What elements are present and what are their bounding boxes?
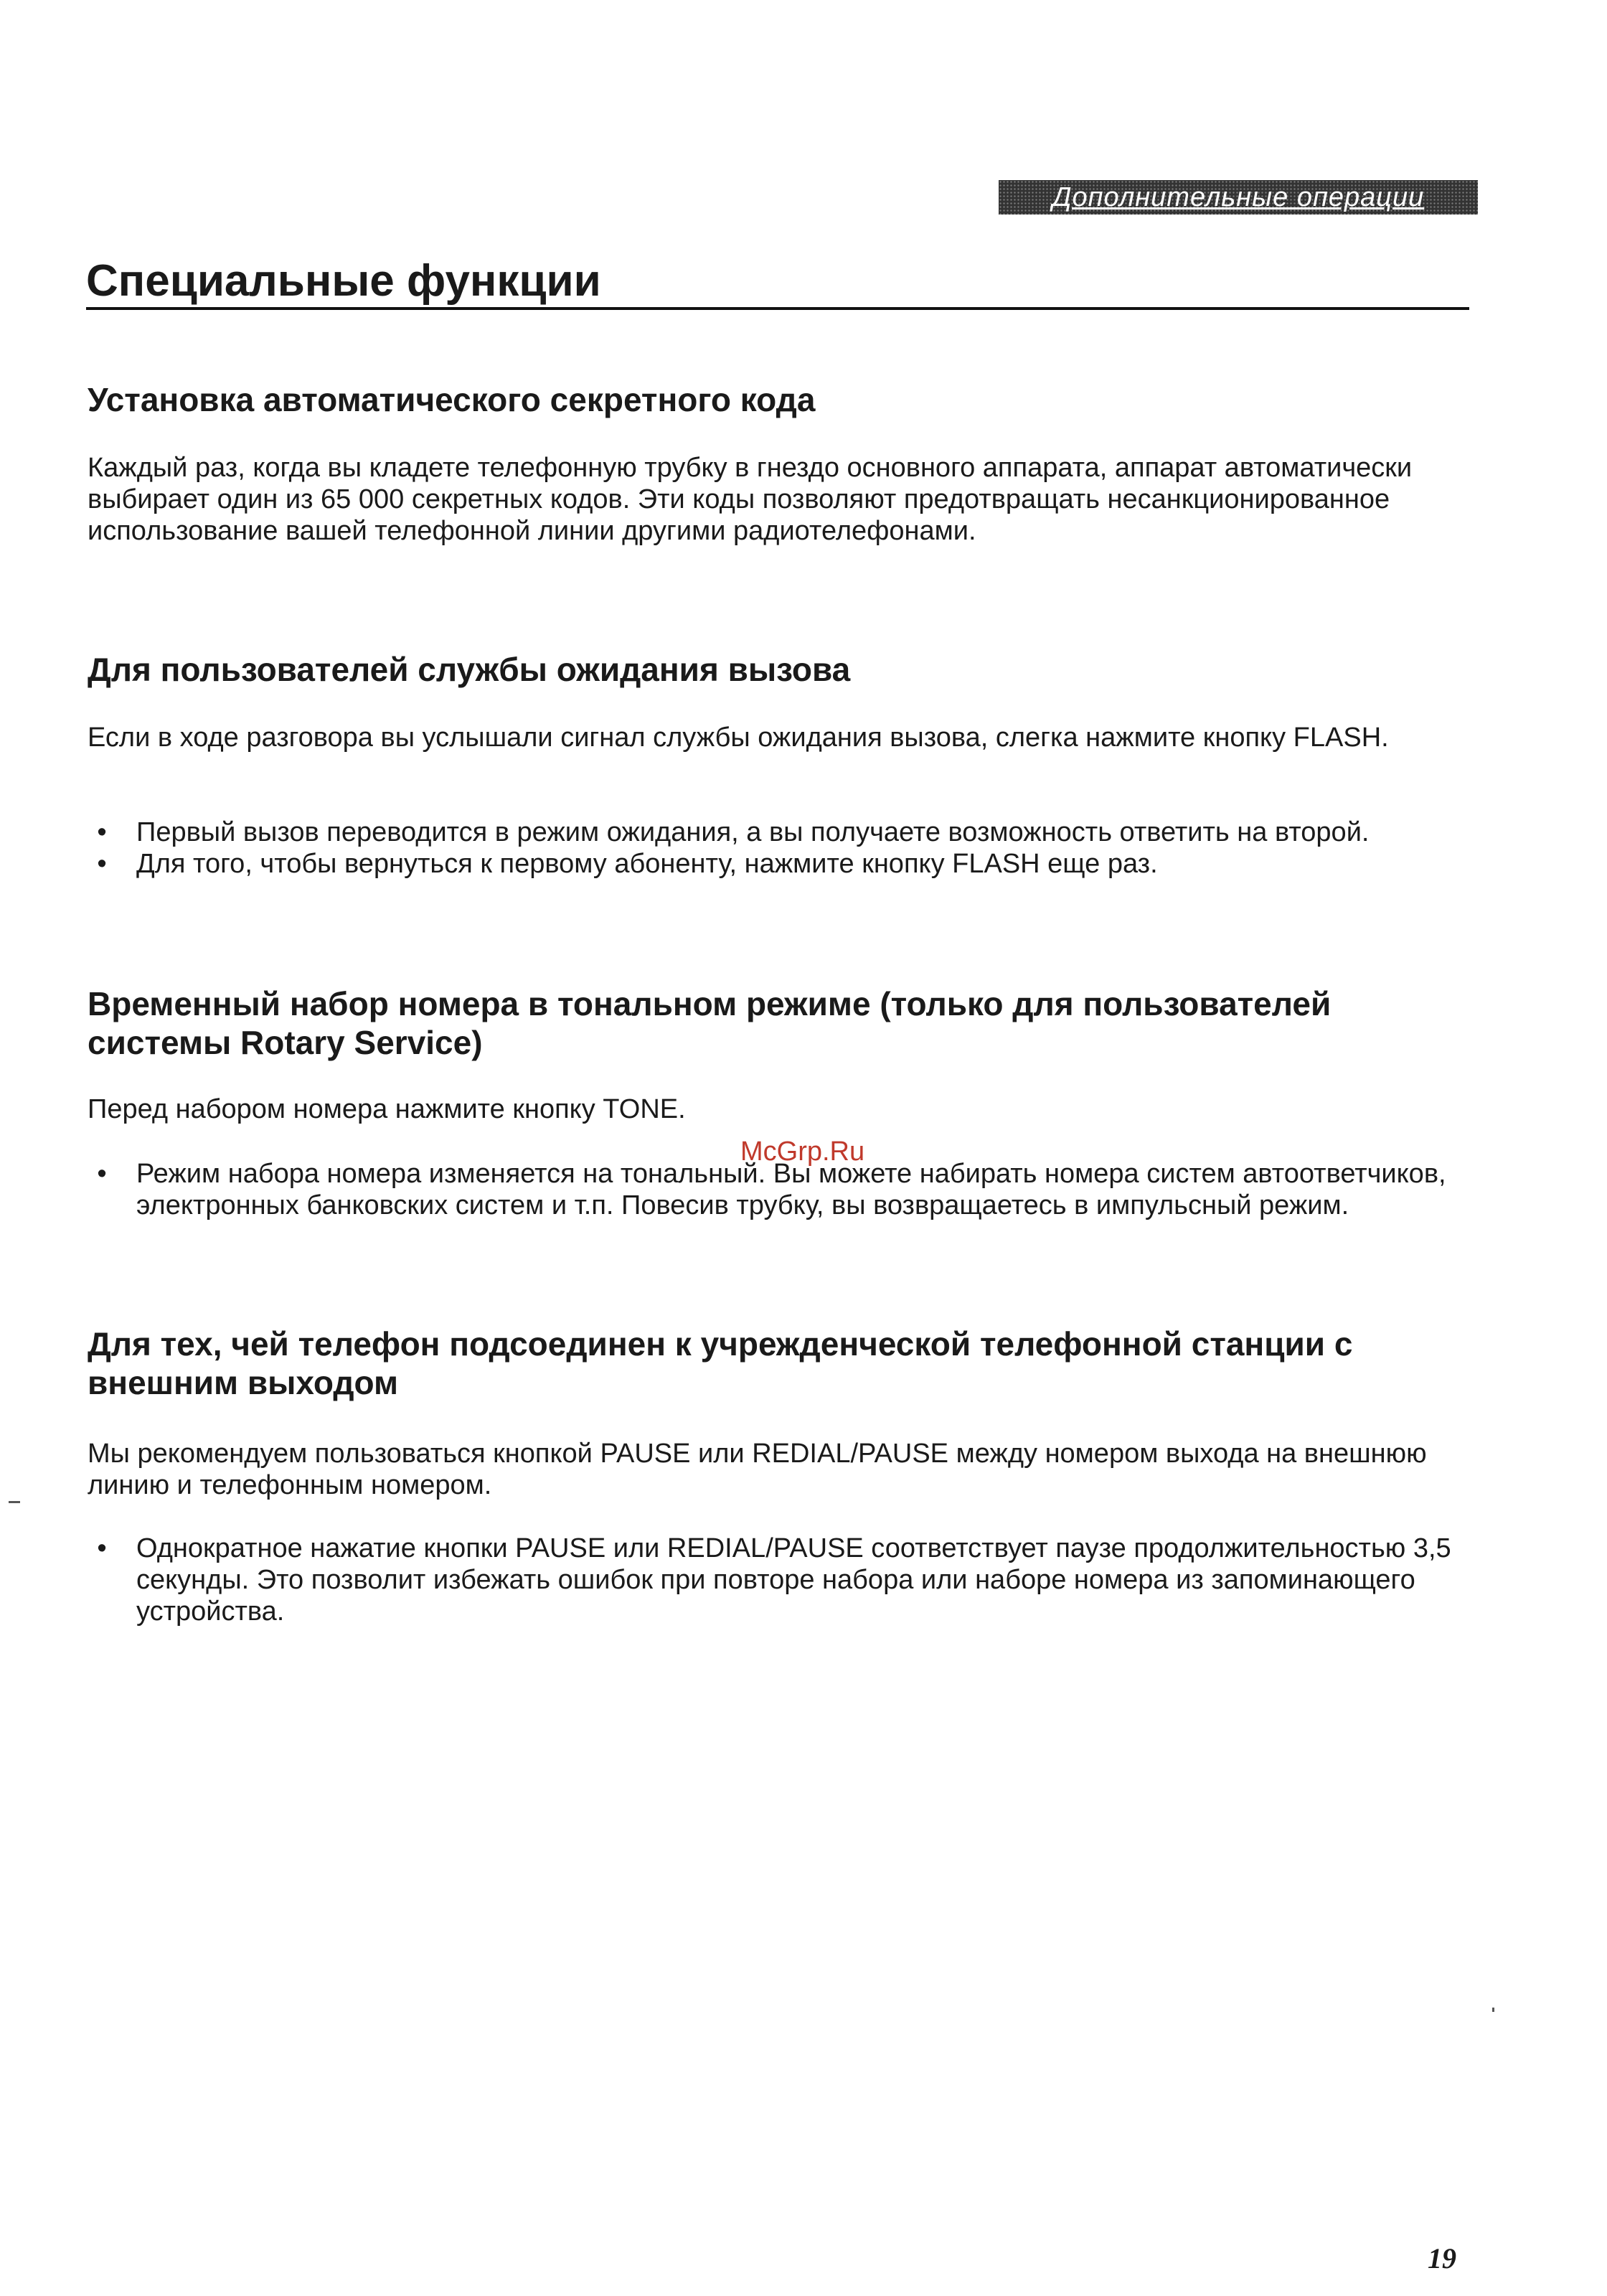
list-item-text: Однократное нажатие кнопки PAUSE или REDIAL/PAUSE соответствует паузе продолжительностью 3,5 секунды. Это позволит избежать ошибок при повторе набора или наборе номера из запоминающего устройства. <box>136 1533 1451 1627</box>
section-heading-pbx: Для тех, чей телефон подсоединен к учрежденческой телефонной станции с внешним выходом <box>88 1325 1353 1401</box>
bullet-list-call-waiting <box>88 817 1472 880</box>
bullet-icon: • <box>97 1159 107 1189</box>
section-paragraph-pbx: Мы рекомендуем пользоваться кнопкой PAUSE или REDIAL/PAUSE между номером выхода на внешнюю линию и телефонным номером. <box>88 1439 1427 1500</box>
scan-mark <box>9 1501 20 1503</box>
section-heading-auto-code: Установка автоматического секретного кода <box>88 381 816 418</box>
section-heading-tone-dialing: Временный набор номера в тональном режиме (только для пользователей системы Rotary Service) <box>88 985 1332 1061</box>
list-item-text: Для того, чтобы вернуться к первому абоненту, нажмите кнопку FLASH еще раз. <box>136 849 1158 879</box>
bullet-icon: • <box>97 849 107 879</box>
section-tab-label: Дополнительные операции <box>999 180 1478 215</box>
page-title: Специальные функции <box>86 256 601 306</box>
list-item <box>88 848 1472 880</box>
watermark: McGrp.Ru <box>740 1137 865 1167</box>
bullet-icon: • <box>97 1533 107 1563</box>
bullet-list-pbx <box>88 1533 1472 1627</box>
section-heading-call-waiting: Для пользователей службы ожидания вызова <box>88 651 851 688</box>
list-item <box>88 1533 1472 1627</box>
section-paragraph-call-waiting: Если в ходе разговора вы услышали сигнал службы ожидания вызова, слегка нажмите кнопку FLASH. <box>88 723 1389 753</box>
bullet-list-tone-dialing <box>88 1158 1472 1221</box>
page-number: 19 <box>1428 2242 1456 2274</box>
title-underline <box>86 307 1469 310</box>
bullet-icon: • <box>97 817 107 847</box>
section-paragraph-tone-dialing: Перед набором номера нажмите кнопку TONE. <box>88 1094 686 1124</box>
list-item <box>88 817 1472 848</box>
list-item-text: Режим набора номера изменяется на тональный. Вы можете набирать номера систем автоответчиков, электронных банковских систем и т.п. Повесив трубку, вы возвращаетесь в импульсный режим. <box>136 1159 1446 1220</box>
section-paragraph-auto-code: Каждый раз, когда вы кладете телефонную трубку в гнездо основного аппарата, аппарат автоматически выбирает один из 65 000 секретных кодов. Эти коды позволяют предотвращать несанкционированное использование вашей телефонной линии другими радиотелефонами. <box>88 453 1413 546</box>
list-item <box>88 1158 1472 1221</box>
list-item-text: Первый вызов переводится в режим ожидания, а вы получаете возможность ответить на второй. <box>136 817 1370 847</box>
scan-mark <box>1492 2008 1494 2012</box>
